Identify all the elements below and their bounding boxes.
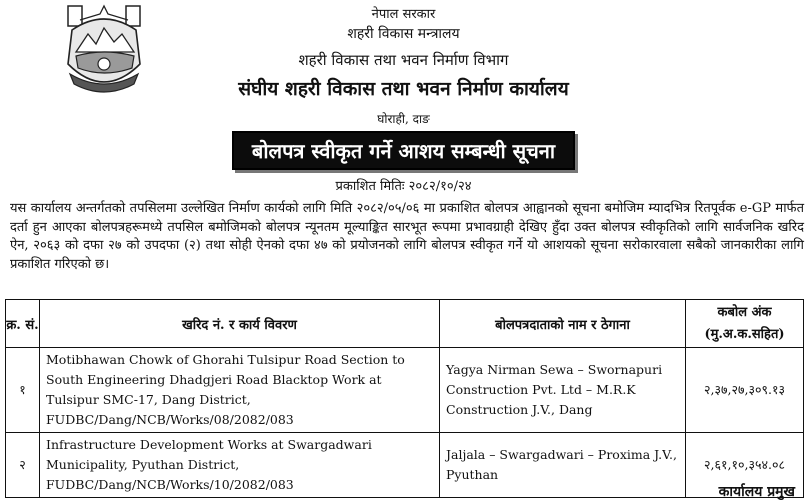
header-bidder: बोलपत्रदाताको नाम र ठेगाना — [440, 300, 686, 348]
signature-office-chief: कार्यालय प्रमुख — [718, 484, 795, 500]
row-serial: १ — [6, 348, 40, 433]
row-description: Motibhawan Chowk of Ghorahi Tulsipur Road Section to South Engineering Dhadgjeri Road Blacktop Work at Tulsipur SMC-17, Dang District, FUDBC/Dang/NCB/Works/08/2082/083 — [40, 348, 440, 433]
header-amount-line2: (मु.अ.क.सहित) — [704, 326, 785, 342]
notice-banner-container — [0, 131, 807, 170]
row-bidder: Yagya Nirman Sewa – Swornapuri Construction Pvt. Ltd – M.R.K Construction J.V., Dang — [440, 348, 686, 433]
header-line-department: शहरी विकास तथा भवन निर्माण विभाग — [298, 51, 509, 69]
header-serial: क्र. सं. — [6, 300, 40, 348]
row-amount: २,३७,२७,३०९.१३ — [686, 348, 804, 433]
table-row — [6, 433, 804, 498]
table-row — [6, 348, 804, 433]
row-bidder: Jaljala – Swargadwari – Proxima J.V., Pyuthan — [440, 433, 686, 498]
header-amount-line1: कबोल अंक — [717, 304, 772, 320]
bid-table — [5, 299, 804, 498]
notice-body: यस कार्यालय अन्तर्गतको तपसिलमा उल्लेखित निर्माण कार्यको लागि मिति २०८२/०५/०६ मा प्रकाशित बोलपत्र आह्वानको सूचना बमोजिम म्यादभित्र रितपूर्वक e-GP मार्फत दर्ता हुन आएका बोलपत्रहरूमध्ये तपसिल बमोजिमको बोलपत्र न्यूनतम मूल्याङ्कित सारभूत रूपमा प्रभावग्राही देखिए हुँदा उक्त बोलपत्र स्वीकृतिको लागि सार्वजनिक खरिद ऐन, २०६३ को दफा २७ को उपदफा (२) तथा सोही ऐनको दफा ४७ को प्रयोजनको लागि बोलपत्र स्वीकृत गर्ने यो आशयको सूचना सरोकारवाला सबैको जानकारीका लागि प्रकाशित गरिएको छ। — [10, 201, 804, 273]
notice-banner: बोलपत्र स्वीकृत गर्ने आशय सम्बन्धी सूचना — [232, 131, 575, 170]
row-description: Infrastructure Development Works at Swargadwari Municipality, Pyuthan District, FUDBC/Dang/NCB/Works/10/2082/083 — [40, 433, 440, 498]
header-amount — [686, 300, 804, 348]
header-line-government: नेपाल सरकार — [371, 7, 436, 22]
office-location: घोराही, दाङ — [377, 112, 430, 126]
header-description: खरिद नं. र कार्य विवरण — [40, 300, 440, 348]
table-header-row — [6, 300, 804, 348]
row-amount: २,६१,१०,३५४.०८ — [686, 433, 804, 498]
header-line-ministry: शहरी विकास मन्त्रालय — [347, 26, 460, 42]
office-title: संघीय शहरी विकास तथा भवन निर्माण कार्यालय — [238, 78, 569, 100]
published-date: प्रकाशित मितिः २०८२/१०/२४ — [335, 179, 472, 194]
row-serial: २ — [6, 433, 40, 498]
